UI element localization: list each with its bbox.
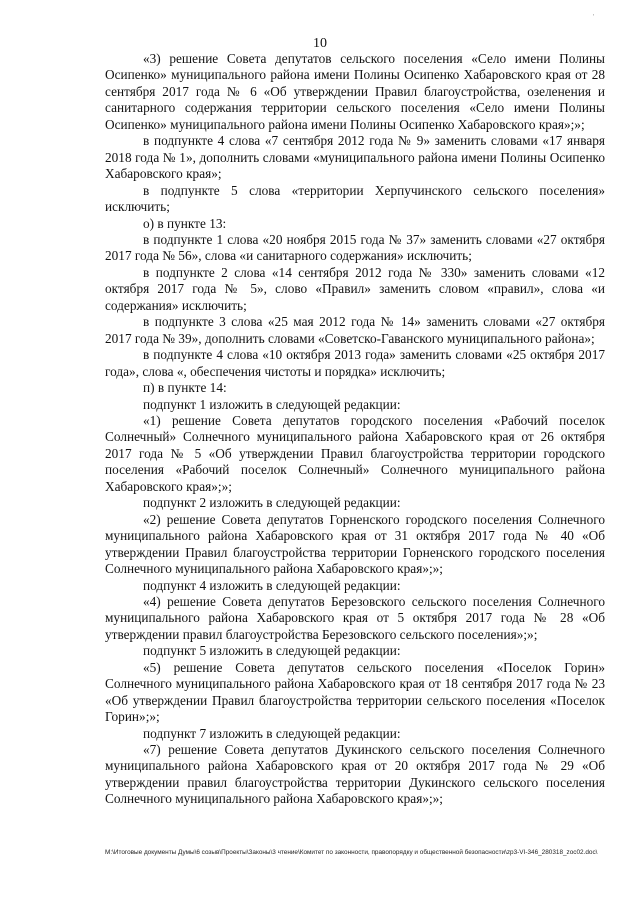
paragraph: «5) решение Совета депутатов сельского поселения «Поселок Горин» Солнечного муниципального района Хабаровского края от 18 сентября 2017 года № 23 «Об утверждении Правил благоустройства территории сельского поселения «Поселок Горин»;»; — [105, 659, 605, 725]
paragraph: подпункт 7 изложить в следующей редакции: — [143, 725, 401, 741]
paragraph: в подпункте 1 слова «20 ноября 2015 года № 37» заменить словами «27 октября 2017 года № 56», слова «и санитарного содержания» исключить; — [105, 231, 605, 264]
paragraph: «2) решение Совета депутатов Горненского городского поселения Солнечного муниципального района Хабаровского края от 31 октября 2017 года № 40 «Об утверждении Правил благоустройства территории Горненского городского поселения Солнечного муниципального района Хабаровского края»;»; — [105, 511, 605, 577]
file-path-footer: M:\Итоговые документы Думы\6 созыв\Проекты\Законы\3 чтение\Комитет по законности, правопорядку и общественной безопасности\zp3-VI-346_280318_zoc02.doc\ — [105, 849, 598, 856]
document-body — [105, 51, 605, 808]
paragraph: в подпункте 4 слова «7 сентября 2012 года № 9» заменить словами «17 января 2018 года № 1», дополнить словами «муниципального района имени Полины Осипенко Хабаровского края»; — [105, 133, 605, 182]
paragraph: в подпункте 3 слова «25 мая 2012 года № 14» заменить словами «27 октября 2017 года № 39», дополнить словами «Советско-Гаванского муниципального района»; — [105, 314, 605, 346]
paragraph: о) в пункте 13: — [143, 215, 227, 231]
paragraph: в подпункте 4 слова «10 октября 2013 года» заменить словами «25 октября 2017 года», слова «, обеспечения чистоты и порядка» исключить; — [105, 347, 605, 379]
paragraph: в подпункте 2 слова «14 сентября 2012 года № 330» заменить словами «12 октября 2017 года № 5», слово «Правил» заменить словом «правил», слова «и содержания» исключить; — [105, 264, 605, 313]
paragraph: подпункт 2 изложить в следующей редакции: — [143, 495, 401, 511]
paragraph: подпункт 1 изложить в следующей редакции: — [143, 396, 401, 412]
paragraph: п) в пункте 14: — [143, 380, 227, 396]
corner-mark: ' — [593, 14, 595, 21]
paragraph: подпункт 5 изложить в следующей редакции: — [143, 643, 401, 659]
paragraph: подпункт 4 изложить в следующей редакции: — [143, 577, 401, 593]
page-number: 10 — [313, 36, 327, 51]
paragraph: «7) решение Совета депутатов Дукинского сельского поселения Солнечного муниципального района Хабаровского края от 20 октября 2017 года № 29 «Об утверждении правил благоустройства территории Дукинского сельского поселения Солнечного муниципального района Хабаровского края»;»; — [105, 742, 605, 807]
paragraph: «4) решение Совета депутатов Березовского сельского поселения Солнечного муниципального района Хабаровского края от 5 октября 2017 года № 28 «Об утверждении правил благоустройства Березовского сельского поселения»;»; — [105, 593, 605, 642]
paragraph: «3) решение Совета депутатов сельского поселения «Село имени Полины Осипенко» муниципального района имени Полины Осипенко Хабаровского края от 28 сентября 2017 года № 6 «Об утверждении Правил благоустройства, озеленения и санитарного содержания территории сельского поселения «Село имени Полины Осипенко» муниципального района имени Полины Осипенко Хабаровского края»;»; — [105, 51, 605, 132]
paragraph: в подпункте 5 слова «территории Херпучинского сельского поселения» исключить; — [105, 182, 605, 215]
paragraph: «1) решение Совета депутатов городского поселения «Рабочий поселок Солнечный» Солнечного муниципального района Хабаровского края от 26 октября 2017 года № 5 «Об утверждении Правил благоустройства территории городского поселения «Рабочий поселок Солнечный» Солнечного муниципального района Хабаровского края»;»; — [105, 412, 605, 494]
